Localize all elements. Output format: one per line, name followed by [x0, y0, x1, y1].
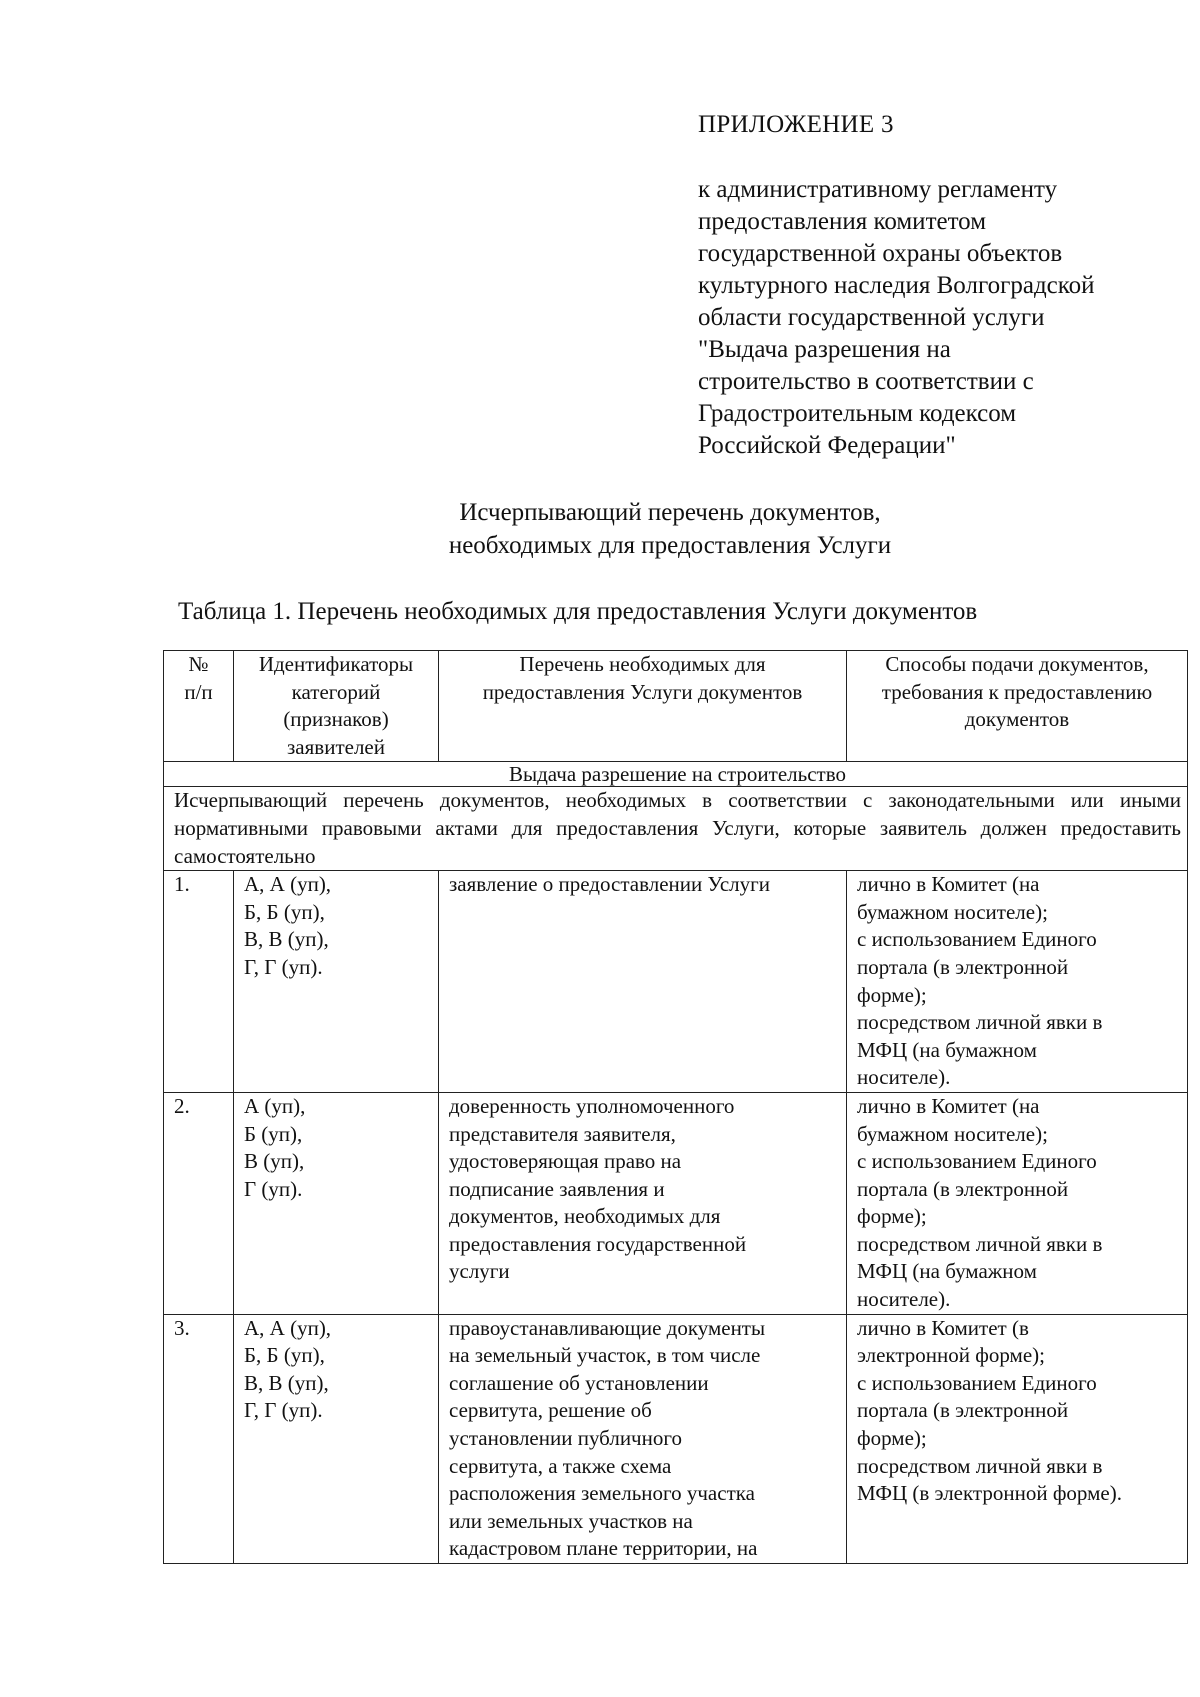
- row-number: 3.: [164, 1314, 234, 1563]
- appendix-line: "Выдача разрешения на: [698, 336, 951, 363]
- table-row: [164, 871, 1188, 1093]
- row-document: заявление о предоставлении Услуги: [439, 871, 847, 1093]
- subsection-row: [164, 787, 1188, 871]
- appendix-line: предоставления комитетом: [698, 208, 987, 235]
- header-methods: Способы подачи документов, требования к предоставлению документов: [847, 651, 1188, 762]
- appendix-line: области государственной услуги: [698, 304, 1045, 331]
- table-caption: Таблица 1. Перечень необходимых для предоставления Услуги документов: [178, 598, 978, 625]
- row-number: 1.: [164, 871, 234, 1093]
- row-categories: А, А (уп), Б, Б (уп), В, В (уп), Г, Г (уп).: [234, 1314, 439, 1563]
- document-heading: [0, 496, 1200, 562]
- row-number: 2.: [164, 1092, 234, 1314]
- row-methods: лично в Комитет (в электронной форме); с использованием Единого портала (в электронной форме); посредством личной явки в МФЦ (в электронной форме).: [847, 1314, 1188, 1563]
- appendix-line: Российской Федерации": [698, 432, 956, 459]
- appendix-title: ПРИЛОЖЕНИЕ 3: [698, 111, 894, 138]
- subsection-text: Исчерпывающий перечень документов, необходимых в соответствии с законодательными или иными нормативными правовыми актами для предоставления Услуги, которые заявитель должен предоставить самостоятельно: [164, 787, 1188, 871]
- row-document: доверенность уполномоченного представителя заявителя, удостоверяющая право на подписание заявления и документов, необходимых для предоставления государственной услуги: [439, 1092, 847, 1314]
- table-row: [164, 1314, 1188, 1563]
- appendix-line: Градостроительным кодексом: [698, 400, 1017, 427]
- row-categories: А, А (уп), Б, Б (уп), В, В (уп), Г, Г (уп).: [234, 871, 439, 1093]
- row-methods: лично в Комитет (на бумажном носителе); с использованием Единого портала (в электронной форме); посредством личной явки в МФЦ (на бумажном носителе).: [847, 871, 1188, 1093]
- heading-line-1: Исчерпывающий перечень документов,: [459, 499, 881, 526]
- header-categories: Идентификаторы категорий (признаков) заявителей: [234, 651, 439, 762]
- appendix-block: [698, 108, 1178, 462]
- appendix-line: строительство в соответствии с: [698, 368, 1034, 395]
- header-documents: Перечень необходимых для предоставления Услуги документов: [439, 651, 847, 762]
- row-methods: лично в Комитет (на бумажном носителе); с использованием Единого портала (в электронной форме); посредством личной явки в МФЦ (на бумажном носителе).: [847, 1092, 1188, 1314]
- section-title: Выдача разрешение на строительство: [164, 762, 1188, 787]
- table-header-row: [164, 651, 1188, 762]
- table-row: [164, 1092, 1188, 1314]
- header-number: № п/п: [164, 651, 234, 762]
- appendix-line: культурного наследия Волгоградской: [698, 272, 1095, 299]
- section-row: [164, 762, 1188, 787]
- row-document: правоустанавливающие документы на земельный участок, в том числе соглашение об установлении сервитута, решение об установлении публичного сервитута, а также схема расположения земельного участка или земельных участков на кадастровом плане территории, на: [439, 1314, 847, 1563]
- documents-table: [163, 650, 1188, 1564]
- appendix-line: государственной охраны объектов: [698, 240, 1063, 267]
- heading-line-2: необходимых для предоставления Услуги: [448, 532, 892, 559]
- appendix-line: к административному регламенту: [698, 176, 1058, 203]
- row-categories: А (уп), Б (уп), В (уп), Г (уп).: [234, 1092, 439, 1314]
